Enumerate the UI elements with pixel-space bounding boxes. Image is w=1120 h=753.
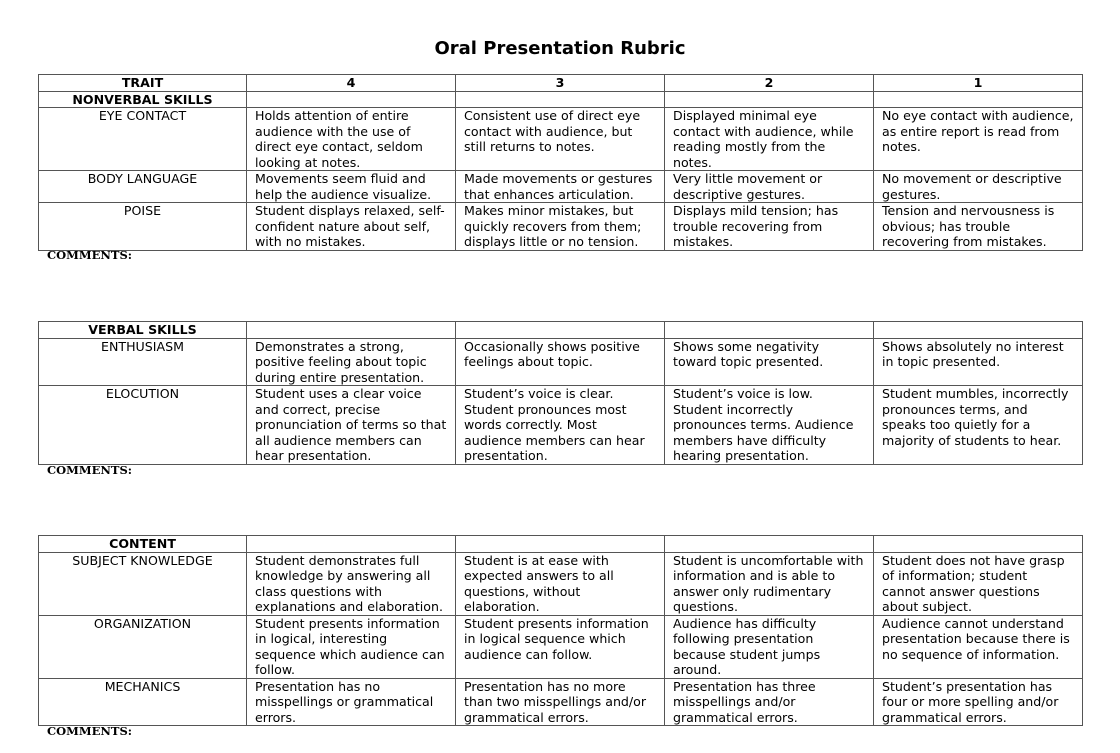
empty-cell [874,322,1083,339]
comments-label: COMMENTS: [47,724,133,738]
rubric-cell: Tension and nervousness is obvious; has trouble recovering from mistakes. [874,203,1083,251]
rubric-cell: Audience cannot understand presentation because there is no sequence of information. [874,615,1083,678]
trait-eye-contact: EYE CONTACT [39,108,247,171]
table-row [39,338,1083,386]
rubric-cell: Very little movement or descriptive gestures. [665,171,874,203]
rubric-cell: Shows absolutely no interest in topic presented. [874,338,1083,386]
rubric-table-nonverbal [38,74,1083,251]
rubric-cell: Presentation has no misspellings or grammatical errors. [247,678,456,726]
rubric-cell: Displays mild tension; has trouble recovering from mistakes. [665,203,874,251]
comments-label: COMMENTS: [47,463,133,477]
header-trait: TRAIT [39,75,247,92]
rubric-cell: Shows some negativity toward topic presented. [665,338,874,386]
rubric-cell: Presentation has three misspellings and/or grammatical errors. [665,678,874,726]
rubric-cell: Student presents information in logical, interesting sequence which audience can follow. [247,615,456,678]
table-row [39,552,1083,615]
section-title-verbal: VERBAL SKILLS [39,322,247,339]
empty-cell [665,536,874,553]
header-score-4: 4 [247,75,456,92]
empty-cell [456,536,665,553]
rubric-cell: Student presents information in logical sequence which audience can follow. [456,615,665,678]
header-score-2: 2 [665,75,874,92]
table-row [39,203,1083,251]
rubric-cell: Holds attention of entire audience with the use of direct eye contact, seldom looking at notes. [247,108,456,171]
rubric-cell: Student demonstrates full knowledge by answering all class questions with explanations and elaboration. [247,552,456,615]
empty-cell [874,536,1083,553]
section-row [39,91,1083,108]
trait-mechanics: MECHANICS [39,678,247,726]
comments-label: COMMENTS: [47,248,133,262]
rubric-cell: No movement or descriptive gestures. [874,171,1083,203]
rubric-cell: Student is uncomfortable with information and is able to answer only rudimentary questions. [665,552,874,615]
header-score-1: 1 [874,75,1083,92]
rubric-cell: Student uses a clear voice and correct, precise pronunciation of terms so that all audience members can hear presentation. [247,386,456,465]
page-title: Oral Presentation Rubric [434,38,686,59]
rubric-cell: Consistent use of direct eye contact with audience, but still returns to notes. [456,108,665,171]
rubric-cell: Made movements or gestures that enhances articulation. [456,171,665,203]
table-row [39,678,1083,726]
rubric-cell: Movements seem fluid and help the audience visualize. [247,171,456,203]
trait-body-language: BODY LANGUAGE [39,171,247,203]
empty-cell [247,91,456,108]
section-title-content: CONTENT [39,536,247,553]
trait-poise: POISE [39,203,247,251]
rubric-cell: Demonstrates a strong, positive feeling about topic during entire presentation. [247,338,456,386]
trait-subject-knowledge: SUBJECT KNOWLEDGE [39,552,247,615]
rubric-table-verbal [38,321,1083,465]
empty-cell [665,91,874,108]
rubric-cell: Makes minor mistakes, but quickly recovers from them; displays little or no tension. [456,203,665,251]
section-title-nonverbal: NONVERBAL SKILLS [39,91,247,108]
rubric-table-content [38,535,1083,726]
rubric-cell: Student’s voice is clear. Student pronounces most words correctly. Most audience members can hear presentation. [456,386,665,465]
section-row [39,536,1083,553]
empty-cell [665,322,874,339]
rubric-cell: No eye contact with audience, as entire report is read from notes. [874,108,1083,171]
trait-organization: ORGANIZATION [39,615,247,678]
table-row [39,108,1083,171]
empty-cell [247,322,456,339]
rubric-cell: Student does not have grasp of information; student cannot answer questions about subject. [874,552,1083,615]
rubric-cell: Student displays relaxed, self-confident nature about self, with no mistakes. [247,203,456,251]
empty-cell [247,536,456,553]
header-score-3: 3 [456,75,665,92]
trait-elocution: ELOCUTION [39,386,247,465]
rubric-cell: Presentation has no more than two misspellings and/or grammatical errors. [456,678,665,726]
rubric-cell: Student mumbles, incorrectly pronounces terms, and speaks too quietly for a majority of students to hear. [874,386,1083,465]
rubric-cell: Audience has difficulty following presentation because student jumps around. [665,615,874,678]
header-row [39,75,1083,92]
rubric-cell: Student’s voice is low. Student incorrectly pronounces terms. Audience members have difficulty hearing presentation. [665,386,874,465]
table-row [39,171,1083,203]
table-row [39,615,1083,678]
rubric-cell: Student’s presentation has four or more spelling and/or grammatical errors. [874,678,1083,726]
section-row [39,322,1083,339]
trait-enthusiasm: ENTHUSIASM [39,338,247,386]
rubric-cell: Displayed minimal eye contact with audience, while reading mostly from the notes. [665,108,874,171]
rubric-cell: Student is at ease with expected answers to all questions, without elaboration. [456,552,665,615]
rubric-cell: Occasionally shows positive feelings about topic. [456,338,665,386]
empty-cell [456,91,665,108]
table-row [39,386,1083,465]
empty-cell [874,91,1083,108]
empty-cell [456,322,665,339]
